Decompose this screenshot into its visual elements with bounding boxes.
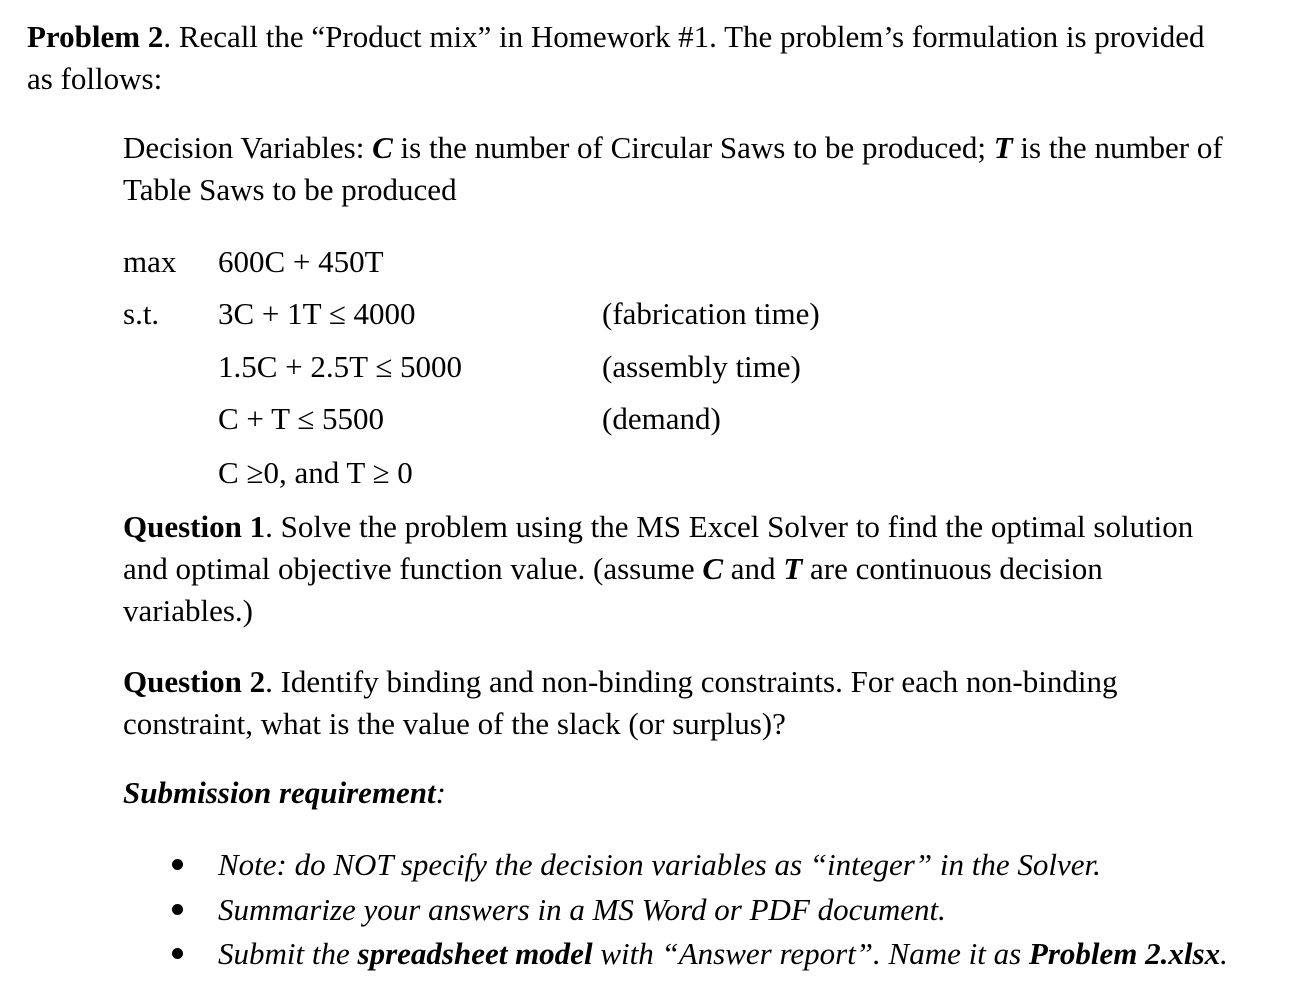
decision-variables-line-1: [123, 127, 1223, 169]
question-1: [123, 506, 1193, 632]
constraint-row: [0, 345, 1304, 389]
variable-c-description: is the number of Circular Saws to be produced;: [392, 130, 994, 165]
decision-variables-line-2: Table Saws to be produced: [123, 172, 457, 207]
submission-heading: [123, 772, 446, 814]
list-item-text-part: with “Answer report”. Name it as: [592, 936, 1029, 971]
objective-row: [0, 240, 1304, 284]
decision-variables-label: Decision Variables:: [123, 130, 373, 165]
question-1-text: and optimal objective function value. (assume: [123, 551, 703, 586]
filename-emphasis: Problem 2.xlsx: [1028, 936, 1221, 971]
constraint-label: s.t.: [123, 296, 160, 331]
list-item-text-part: Submit the: [218, 936, 358, 971]
variable-t: T: [993, 130, 1013, 165]
submission-heading-colon: :: [435, 775, 446, 810]
constraint-expression: C ≥0, and T ≥ 0: [218, 455, 413, 490]
list-item-text-part: .: [1220, 936, 1228, 971]
objective-label: max: [123, 244, 177, 279]
list-item-text: [218, 932, 1228, 976]
question-1-text: are continuous decision: [802, 551, 1103, 586]
constraint-expression: 1.5C + 2.5T ≤ 5000: [218, 349, 463, 384]
constraint-expression: 3C + 1T ≤ 4000: [218, 296, 416, 331]
constraint-note: (fabrication time): [602, 296, 820, 331]
submission-heading-text: Submission requirement: [123, 775, 436, 810]
question-2: [123, 661, 1117, 745]
question-2-line-1: [123, 661, 1117, 703]
problem-intro-line-2: as follows:: [27, 61, 163, 96]
bullet-icon: [172, 859, 183, 870]
bullet-icon: [172, 904, 183, 915]
question-1-text: and: [723, 551, 784, 586]
list-item-text: Summarize your answers in a MS Word or PDF document.: [218, 892, 946, 927]
constraint-row: [0, 397, 1304, 441]
question-1-label: Question 1: [123, 509, 266, 544]
question-2-label: Question 2: [123, 664, 266, 699]
problem-intro: [27, 16, 1205, 100]
question-1-line-1: [123, 506, 1193, 548]
objective-expression: 600C + 450T: [218, 244, 384, 279]
variable-t-description: is the number of: [1012, 130, 1223, 165]
decision-variables: [123, 127, 1223, 211]
bullet-icon: [172, 948, 183, 959]
constraint-row: [0, 292, 1304, 336]
problem-intro-line-1: [27, 16, 1205, 58]
question-1-line-2: [123, 548, 1193, 590]
constraint-note: (demand): [602, 401, 721, 436]
variable-t: T: [783, 551, 803, 586]
list-item-text: Note: do NOT specify the decision variables as “integer” in the Solver.: [218, 847, 1101, 882]
constraint-row: [0, 451, 1304, 495]
question-1-line-3: variables.): [123, 593, 253, 628]
spreadsheet-model-emphasis: spreadsheet model: [357, 936, 593, 971]
problem-label: Problem 2: [27, 19, 164, 54]
variable-c: C: [702, 551, 724, 586]
constraint-note: (assembly time): [602, 349, 801, 384]
constraint-expression: C + T ≤ 5500: [218, 401, 384, 436]
question-2-line-2: constraint, what is the value of the slack (or surplus)?: [123, 706, 786, 741]
question-1-text: . Solve the problem using the MS Excel Solver to find the optimal solution: [265, 509, 1194, 544]
variable-c: C: [372, 130, 393, 165]
question-2-text: . Identify binding and non-binding constraints. For each non-binding: [265, 664, 1118, 699]
problem-intro-text: . Recall the “Product mix” in Homework #1. The problem’s formulation is provided: [163, 19, 1205, 54]
